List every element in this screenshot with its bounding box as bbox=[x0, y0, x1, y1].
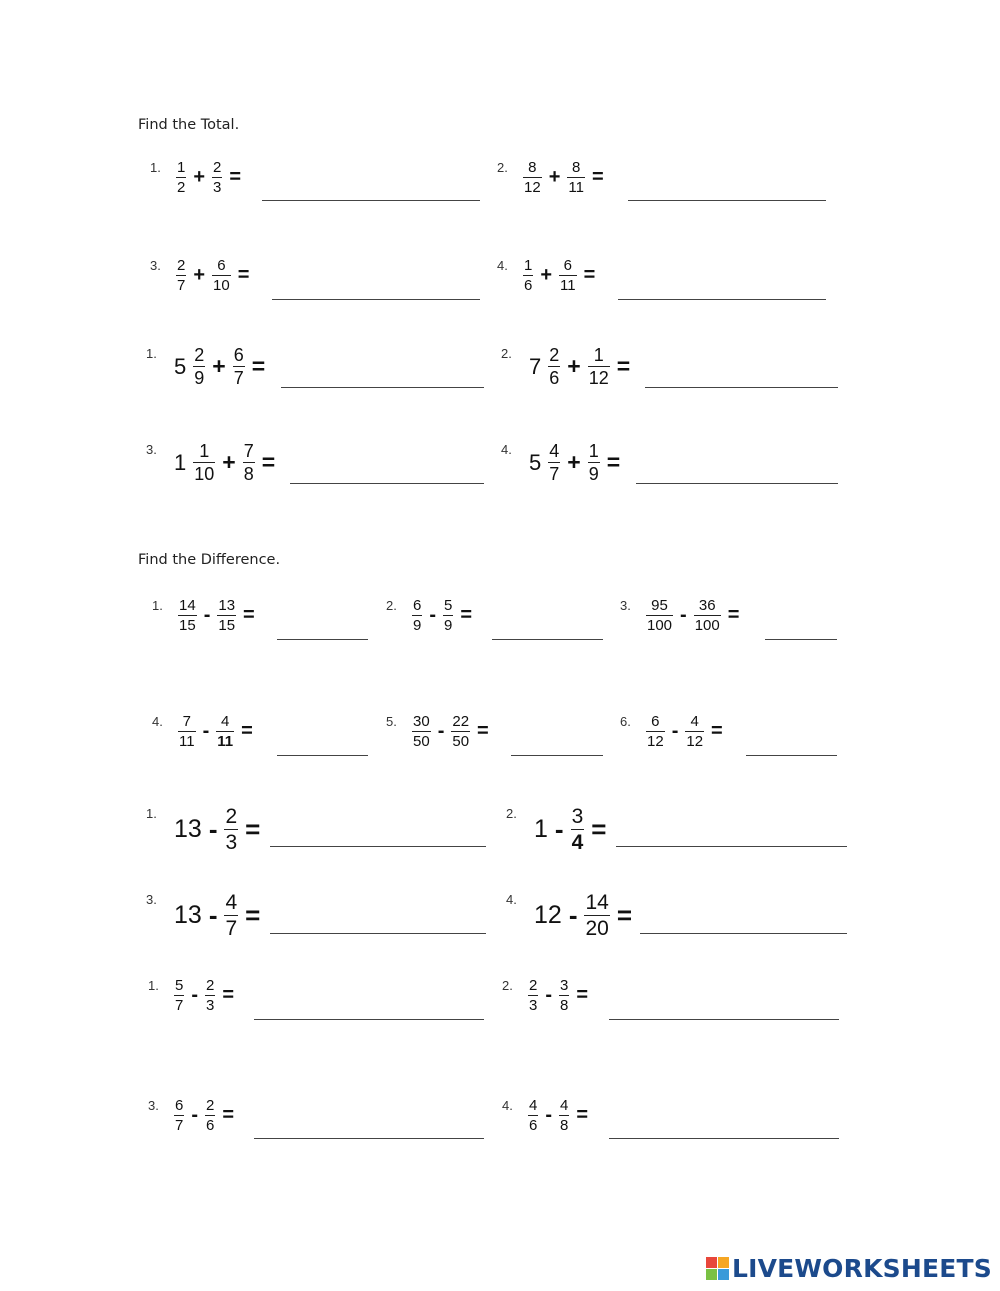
minus-sign: - bbox=[208, 900, 218, 930]
problem-expression bbox=[178, 714, 253, 749]
denominator: 11 bbox=[560, 277, 576, 294]
numerator: 1 bbox=[524, 257, 533, 274]
fraction-bar bbox=[567, 177, 585, 178]
fraction-bar bbox=[178, 731, 196, 732]
problem-number: 1. bbox=[146, 806, 157, 821]
problem-number: 3. bbox=[620, 598, 631, 613]
numerator: 6 bbox=[217, 257, 226, 274]
problem-number: 3. bbox=[148, 1098, 159, 1113]
numerator: 7 bbox=[243, 441, 254, 461]
fraction bbox=[212, 258, 231, 293]
answer-blank-d1[interactable] bbox=[277, 639, 368, 640]
fraction bbox=[176, 258, 186, 293]
problem-number: 4. bbox=[497, 258, 508, 273]
answer-blank-w3[interactable] bbox=[270, 933, 486, 934]
answer-blank-d5[interactable] bbox=[511, 755, 603, 756]
problem-number: 3. bbox=[146, 892, 157, 907]
denominator: 11 bbox=[179, 733, 195, 750]
denominator: 50 bbox=[452, 733, 470, 750]
denominator: 6 bbox=[206, 1117, 215, 1134]
equals-sign: = bbox=[576, 984, 589, 1006]
fraction-bar bbox=[588, 366, 610, 367]
fraction-bar bbox=[694, 615, 721, 616]
fraction-bar bbox=[443, 615, 453, 616]
fraction-bar bbox=[224, 829, 238, 830]
problem-number: 1. bbox=[146, 346, 157, 361]
fraction bbox=[178, 598, 197, 633]
logo-block-2 bbox=[718, 1257, 729, 1268]
fraction bbox=[523, 258, 533, 293]
problem-expression bbox=[176, 258, 249, 293]
fraction bbox=[528, 1098, 538, 1133]
numerator: 1 bbox=[177, 159, 186, 176]
denominator: 11 bbox=[568, 179, 584, 196]
equals-sign: = bbox=[251, 353, 266, 379]
equals-sign: = bbox=[616, 900, 633, 930]
problem-expression bbox=[534, 806, 606, 853]
problem-number: 1. bbox=[152, 598, 163, 613]
fraction bbox=[523, 160, 542, 195]
whole-number: 5 bbox=[174, 353, 187, 379]
denominator: 3 bbox=[206, 997, 215, 1014]
fraction bbox=[224, 806, 238, 853]
answer-blank-w2[interactable] bbox=[616, 846, 847, 847]
minus-sign: - bbox=[191, 984, 199, 1006]
fraction-bar bbox=[559, 995, 569, 996]
denominator: 3 bbox=[225, 831, 238, 854]
fraction-bar bbox=[412, 731, 431, 732]
fraction-bar bbox=[588, 462, 600, 463]
numerator: 6 bbox=[651, 713, 660, 730]
answer-blank-t4[interactable] bbox=[618, 299, 826, 300]
numerator: 6 bbox=[563, 257, 572, 274]
answer-blank-m3[interactable] bbox=[290, 483, 484, 484]
fraction bbox=[559, 258, 577, 293]
equals-sign: = bbox=[222, 984, 235, 1006]
fraction-bar bbox=[224, 915, 238, 916]
equals-sign: = bbox=[711, 720, 723, 742]
problem-number: 2. bbox=[497, 160, 508, 175]
plus-sign: + bbox=[193, 166, 206, 188]
fraction bbox=[451, 714, 470, 749]
denominator: 9 bbox=[194, 368, 205, 388]
fraction bbox=[685, 714, 704, 749]
fraction bbox=[412, 598, 422, 633]
problem-expression bbox=[523, 258, 595, 293]
denominator: 10 bbox=[213, 277, 230, 294]
fraction-bar bbox=[646, 615, 673, 616]
numerator: 8 bbox=[571, 159, 581, 176]
fraction bbox=[178, 714, 196, 749]
denominator: 12 bbox=[647, 733, 664, 750]
numerator: 14 bbox=[179, 597, 196, 614]
fraction bbox=[646, 598, 673, 633]
problem-number: 1. bbox=[148, 978, 159, 993]
equals-sign: = bbox=[222, 1104, 235, 1126]
numerator: 4 bbox=[529, 1097, 538, 1114]
fraction-bar bbox=[559, 1115, 569, 1116]
numerator: 2 bbox=[206, 977, 215, 994]
numerator: 1 bbox=[593, 345, 604, 365]
fraction-bar bbox=[212, 177, 222, 178]
fraction bbox=[443, 598, 453, 633]
fraction bbox=[528, 978, 538, 1013]
fraction bbox=[193, 442, 215, 483]
problem-expression bbox=[174, 806, 260, 853]
numerator: 2 bbox=[177, 257, 186, 274]
denominator: 6 bbox=[529, 1117, 538, 1134]
problem-expression bbox=[523, 160, 604, 195]
whole-number: 7 bbox=[529, 353, 542, 379]
denominator: 10 bbox=[194, 464, 215, 484]
brand-text: LIVEWORKSHEETS bbox=[731, 1254, 992, 1283]
liveworksheets-brand bbox=[706, 1254, 992, 1283]
denominator: 11 bbox=[217, 733, 234, 750]
numerator: 2 bbox=[213, 159, 222, 176]
fraction bbox=[588, 346, 610, 387]
fraction-bar bbox=[584, 915, 609, 916]
fraction-bar bbox=[174, 1115, 184, 1116]
problem-expression bbox=[528, 978, 588, 1013]
answer-blank-m1[interactable] bbox=[281, 387, 484, 388]
equals-sign: = bbox=[460, 604, 473, 626]
problem-number: 4. bbox=[501, 442, 512, 457]
numerator: 2 bbox=[206, 1097, 215, 1114]
problem-expression bbox=[529, 442, 620, 483]
answer-blank-t1[interactable] bbox=[262, 200, 480, 201]
fraction bbox=[559, 1098, 569, 1133]
fraction bbox=[548, 346, 560, 387]
fraction-bar bbox=[523, 275, 533, 276]
problem-expression bbox=[646, 598, 739, 633]
denominator: 8 bbox=[560, 1117, 569, 1134]
numerator: 4 bbox=[560, 1097, 569, 1114]
fraction-bar bbox=[216, 731, 234, 732]
fraction-bar bbox=[528, 1115, 538, 1116]
answer-blank-m4[interactable] bbox=[636, 483, 838, 484]
fraction-bar bbox=[205, 995, 215, 996]
whole-number: 1 bbox=[174, 449, 187, 475]
fraction bbox=[694, 598, 721, 633]
problem-expression bbox=[174, 1098, 234, 1133]
fraction-bar bbox=[176, 275, 186, 276]
whole-number: 12 bbox=[534, 901, 562, 929]
answer-blank-d4[interactable] bbox=[277, 755, 368, 756]
answer-blank-s3[interactable] bbox=[254, 1138, 484, 1139]
equals-sign: = bbox=[591, 166, 604, 188]
fraction bbox=[567, 160, 585, 195]
minus-sign: - bbox=[191, 1104, 199, 1126]
equals-sign: = bbox=[606, 449, 621, 475]
plus-sign: + bbox=[540, 264, 553, 286]
fraction-bar bbox=[412, 615, 422, 616]
numerator: 14 bbox=[585, 891, 609, 914]
denominator: 8 bbox=[243, 464, 254, 484]
denominator: 9 bbox=[444, 617, 453, 634]
numerator: 3 bbox=[560, 977, 569, 994]
plus-sign: + bbox=[212, 353, 226, 379]
problem-expression bbox=[174, 442, 275, 483]
plus-sign: + bbox=[193, 264, 206, 286]
denominator: 100 bbox=[694, 617, 720, 634]
minus-sign: - bbox=[545, 984, 553, 1006]
fraction-bar bbox=[451, 731, 470, 732]
numerator: 2 bbox=[529, 977, 538, 994]
fraction-bar bbox=[212, 275, 231, 276]
equals-sign: = bbox=[245, 814, 261, 844]
plus-sign: + bbox=[567, 449, 581, 475]
equals-sign: = bbox=[241, 720, 253, 742]
fraction bbox=[205, 1098, 215, 1133]
numerator: 22 bbox=[452, 713, 470, 730]
whole-number: 13 bbox=[174, 901, 202, 929]
denominator: 12 bbox=[686, 733, 704, 750]
denominator: 12 bbox=[524, 179, 541, 196]
plus-sign: + bbox=[222, 449, 236, 475]
fraction-bar bbox=[178, 615, 197, 616]
problem-expression bbox=[529, 346, 630, 387]
fraction-bar bbox=[646, 731, 665, 732]
numerator: 6 bbox=[413, 597, 422, 614]
equals-sign: = bbox=[245, 900, 261, 930]
problem-number: 1. bbox=[150, 160, 161, 175]
whole-number: 13 bbox=[174, 815, 202, 843]
problem-number: 3. bbox=[146, 442, 157, 457]
numerator: 5 bbox=[444, 597, 453, 614]
problem-number: 6. bbox=[620, 714, 631, 729]
numerator: 13 bbox=[218, 597, 236, 614]
fraction bbox=[205, 978, 215, 1013]
problem-expression bbox=[412, 714, 489, 749]
denominator: 15 bbox=[179, 617, 196, 634]
denominator: 7 bbox=[225, 917, 238, 940]
fraction bbox=[243, 442, 255, 483]
minus-sign: - bbox=[202, 720, 210, 742]
minus-sign: - bbox=[208, 814, 218, 844]
minus-sign: - bbox=[429, 604, 437, 626]
minus-sign: - bbox=[671, 720, 679, 742]
denominator: 50 bbox=[413, 733, 430, 750]
numerator: 5 bbox=[175, 977, 184, 994]
problem-expression bbox=[174, 346, 265, 387]
numerator: 1 bbox=[199, 441, 210, 461]
denominator: 2 bbox=[177, 179, 186, 196]
equals-sign: = bbox=[583, 264, 596, 286]
fraction-bar bbox=[193, 366, 205, 367]
problem-number: 2. bbox=[501, 346, 512, 361]
denominator: 8 bbox=[560, 997, 569, 1014]
fraction bbox=[216, 714, 234, 749]
problem-number: 4. bbox=[506, 892, 517, 907]
minus-sign: - bbox=[568, 900, 578, 930]
fraction bbox=[217, 598, 236, 633]
problem-expression bbox=[646, 714, 723, 749]
numerator: 95 bbox=[651, 597, 668, 614]
fraction-bar bbox=[685, 731, 704, 732]
answer-blank-d3[interactable] bbox=[765, 639, 837, 640]
answer-blank-d2[interactable] bbox=[492, 639, 603, 640]
fraction bbox=[559, 978, 569, 1013]
fraction-bar bbox=[559, 275, 577, 276]
fraction-bar bbox=[217, 615, 236, 616]
liveworksheets-logo-icon bbox=[706, 1257, 729, 1280]
numerator: 2 bbox=[225, 805, 238, 828]
denominator: 3 bbox=[213, 179, 222, 196]
fraction-bar bbox=[548, 462, 560, 463]
equals-sign: = bbox=[616, 353, 631, 379]
fraction-bar bbox=[528, 995, 538, 996]
logo-block-1 bbox=[706, 1257, 717, 1268]
equals-sign: = bbox=[243, 604, 255, 626]
denominator: 7 bbox=[549, 464, 560, 484]
numerator: 6 bbox=[175, 1097, 184, 1114]
fraction-bar bbox=[548, 366, 560, 367]
fraction bbox=[174, 1098, 184, 1133]
numerator: 1 bbox=[588, 441, 599, 461]
whole-number: 1 bbox=[534, 815, 548, 843]
denominator: 7 bbox=[175, 997, 184, 1014]
problem-number: 3. bbox=[150, 258, 161, 273]
answer-blank-s2[interactable] bbox=[609, 1019, 839, 1020]
problem-expression bbox=[528, 1098, 588, 1133]
answer-blank-d6[interactable] bbox=[746, 755, 837, 756]
fraction bbox=[548, 442, 560, 483]
plus-sign: + bbox=[567, 353, 581, 379]
numerator: 2 bbox=[549, 345, 560, 365]
fraction-bar bbox=[174, 995, 184, 996]
denominator: 6 bbox=[549, 368, 560, 388]
minus-sign: - bbox=[680, 604, 687, 626]
equals-sign: = bbox=[727, 604, 740, 626]
problem-number: 2. bbox=[386, 598, 397, 613]
logo-block-3 bbox=[706, 1269, 717, 1280]
fraction-bar bbox=[243, 462, 255, 463]
numerator: 4 bbox=[221, 713, 230, 730]
fraction bbox=[224, 892, 238, 939]
numerator: 4 bbox=[549, 441, 560, 461]
denominator: 7 bbox=[175, 1117, 184, 1134]
minus-sign: - bbox=[545, 1104, 553, 1126]
answer-blank-w1[interactable] bbox=[270, 846, 486, 847]
fraction bbox=[571, 806, 585, 853]
logo-block-4 bbox=[718, 1269, 729, 1280]
numerator: 4 bbox=[225, 891, 238, 914]
numerator: 6 bbox=[233, 345, 244, 365]
denominator: 12 bbox=[588, 368, 609, 388]
denominator: 100 bbox=[647, 617, 673, 634]
equals-sign: = bbox=[591, 814, 607, 844]
fraction-bar bbox=[233, 366, 245, 367]
fraction bbox=[233, 346, 245, 387]
answer-blank-t2[interactable] bbox=[628, 200, 826, 201]
problem-expression bbox=[176, 160, 241, 195]
numerator: 30 bbox=[413, 713, 430, 730]
equals-sign: = bbox=[576, 1104, 589, 1126]
problem-expression bbox=[174, 892, 260, 939]
numerator: 8 bbox=[528, 159, 537, 176]
problem-number: 5. bbox=[386, 714, 397, 729]
fraction-bar bbox=[205, 1115, 215, 1116]
fraction-bar bbox=[571, 829, 585, 830]
fraction bbox=[193, 346, 205, 387]
denominator: 9 bbox=[413, 617, 422, 634]
fraction bbox=[646, 714, 665, 749]
problem-number: 4. bbox=[502, 1098, 513, 1113]
equals-sign: = bbox=[237, 264, 250, 286]
denominator: 4 bbox=[571, 831, 584, 854]
problem-expression bbox=[178, 598, 255, 633]
denominator: 9 bbox=[588, 464, 599, 484]
denominator: 6 bbox=[524, 277, 533, 294]
numerator: 36 bbox=[698, 597, 716, 614]
minus-sign: - bbox=[554, 814, 564, 844]
fraction bbox=[412, 714, 431, 749]
fraction-bar bbox=[176, 177, 186, 178]
problem-expression bbox=[412, 598, 472, 633]
denominator: 15 bbox=[218, 617, 236, 634]
answer-blank-s1[interactable] bbox=[254, 1019, 484, 1020]
equals-sign: = bbox=[477, 720, 489, 742]
fraction bbox=[212, 160, 222, 195]
denominator: 3 bbox=[529, 997, 538, 1014]
answer-blank-t3[interactable] bbox=[272, 299, 480, 300]
problem-number: 2. bbox=[502, 978, 513, 993]
fraction bbox=[584, 892, 609, 939]
answer-blank-m2[interactable] bbox=[645, 387, 838, 388]
fraction bbox=[176, 160, 186, 195]
answer-blank-s4[interactable] bbox=[609, 1138, 839, 1139]
whole-number: 5 bbox=[529, 449, 542, 475]
problem-number: 2. bbox=[506, 806, 517, 821]
answer-blank-w4[interactable] bbox=[640, 933, 847, 934]
fraction bbox=[588, 442, 600, 483]
problem-number: 4. bbox=[152, 714, 163, 729]
problem-expression bbox=[174, 978, 234, 1013]
fraction-bar bbox=[523, 177, 542, 178]
denominator: 7 bbox=[233, 368, 244, 388]
numerator: 4 bbox=[690, 713, 699, 730]
equals-sign: = bbox=[229, 166, 242, 188]
heading-find-difference: Find the Difference. bbox=[138, 552, 281, 568]
minus-sign: - bbox=[203, 604, 211, 626]
problem-expression bbox=[534, 892, 632, 939]
denominator: 20 bbox=[585, 917, 609, 940]
numerator: 3 bbox=[571, 805, 584, 828]
numerator: 7 bbox=[182, 713, 191, 730]
fraction-bar bbox=[193, 462, 215, 463]
numerator: 2 bbox=[194, 345, 205, 365]
equals-sign: = bbox=[261, 449, 276, 475]
minus-sign: - bbox=[437, 720, 445, 742]
fraction bbox=[174, 978, 184, 1013]
heading-find-total: Find the Total. bbox=[138, 117, 240, 133]
denominator: 7 bbox=[177, 277, 186, 294]
plus-sign: + bbox=[548, 166, 561, 188]
